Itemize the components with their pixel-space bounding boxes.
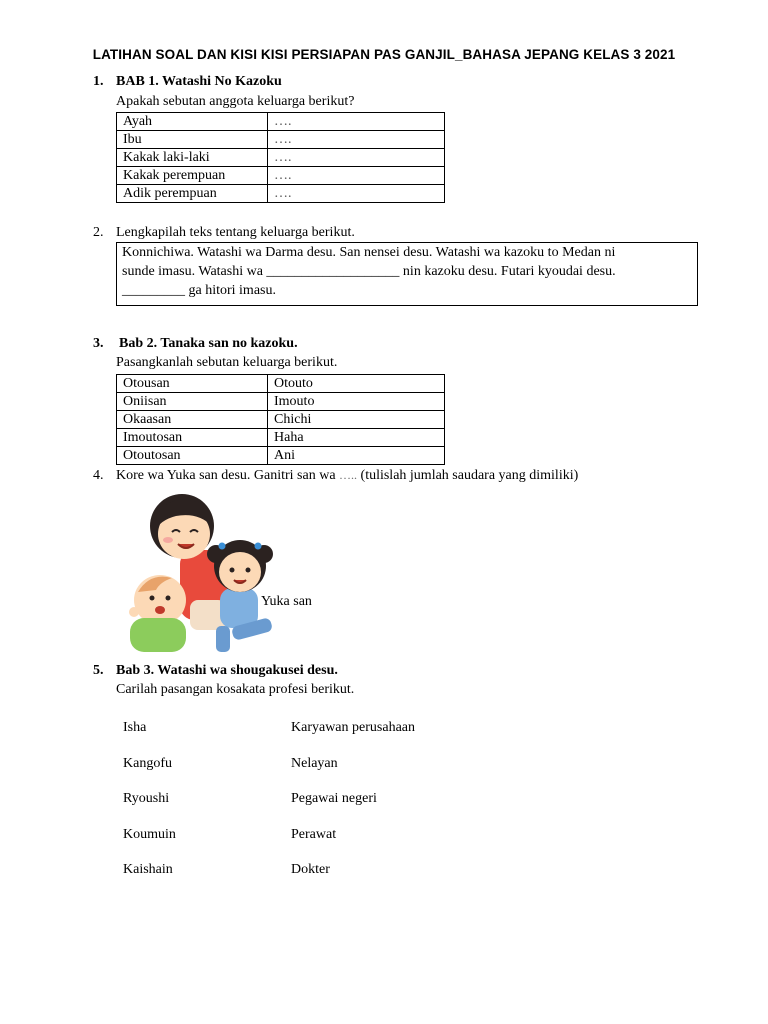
family-illustration [120,488,300,658]
table-row [117,131,445,149]
q4-answer-dots[interactable]: ….. [339,468,358,482]
q1-answer-blank[interactable]: …. [268,167,445,185]
q5-right-term: Nelayan [291,756,338,771]
table-row [117,411,445,429]
page-title: LATIHAN SOAL DAN KISI KISI PERSIAPAN PAS GANJIL_BAHASA JEPANG KELAS 3 2021 [92,47,676,62]
table-row [117,149,445,167]
q2-line-1: Konnichiwa. Watashi wa Darma desu. San nensei desu. Watashi wa kazoku to Medan ni [122,245,616,260]
q2-number: 2. [93,225,104,240]
q2-line-2: sunde imasu. Watashi wa ___________________ nin kazoku desu. Futari kyoudai desu. [122,264,616,279]
q1-term: Kakak perempuan [117,167,268,185]
table-row [117,375,445,393]
q1-answer-blank[interactable]: …. [268,149,445,167]
q5-right-term: Perawat [291,827,337,842]
q1-term: Adik perempuan [117,185,268,203]
q3-instruction: Pasangkanlah sebutan keluarga berikut. [116,355,338,370]
q5-heading: Bab 3. Watashi wa shougakusei desu. [116,663,338,678]
q1-answer-blank[interactable]: …. [268,185,445,203]
q1-term: Ayah [117,113,268,131]
q5-right-term: Pegawai negeri [291,791,377,806]
table-row [117,393,445,411]
q1-term: Kakak laki-laki [117,149,268,167]
q3-left-term: Otousan [117,375,268,393]
q5-left-term: Ryoushi [123,791,170,806]
q4-number: 4. [93,468,104,483]
q3-left-term: Okaasan [117,411,268,429]
q5-left-term: Kangofu [123,756,172,771]
q2-text-box[interactable] [116,242,698,306]
table-row [117,429,445,447]
q5-instruction: Carilah pasangan kosakata profesi berikut. [116,682,355,697]
q1-answer-blank[interactable]: …. [268,131,445,149]
q3-right-term: Haha [268,429,445,447]
q3-left-term: Imoutosan [117,429,268,447]
q4-text-b: (tulislah jumlah saudara yang dimiliki) [357,468,579,483]
q3-left-term: Oniisan [117,393,268,411]
q5-left-term: Isha [123,720,147,735]
q3-right-term: Ani [268,447,445,465]
q1-number: 1. [93,74,104,89]
table-row [117,185,445,203]
q3-right-term: Chichi [268,411,445,429]
q1-term: Ibu [117,131,268,149]
q4-text-a: Kore wa Yuka san desu. Ganitri san wa [116,468,340,483]
q3-right-term: Imouto [268,393,445,411]
q1-table [116,112,445,203]
q3-number: 3. [93,336,104,351]
q3-left-term: Otoutosan [117,447,268,465]
q2-instruction: Lengkapilah teks tentang keluarga berikut. [116,225,355,240]
q2-line-3: _________ ga hitori imasu. [122,283,276,298]
q5-number: 5. [93,663,104,678]
q3-heading: Bab 2. Tanaka san no kazoku. [119,336,298,351]
table-row [117,113,445,131]
q5-right-term: Karyawan perusahaan [291,720,415,735]
q5-left-term: Koumuin [123,827,176,842]
table-row [117,167,445,185]
q3-table [116,374,445,465]
table-row [117,447,445,465]
q1-instruction: Apakah sebutan anggota keluarga berikut? [116,94,355,109]
q4-caption: Yuka san [261,594,312,609]
q1-answer-blank[interactable]: …. [268,113,445,131]
q5-right-term: Dokter [291,862,330,877]
q4-question [116,468,578,484]
q1-heading: BAB 1. Watashi No Kazoku [116,74,282,89]
q5-left-term: Kaishain [123,862,173,877]
q3-right-term: Otouto [268,375,445,393]
